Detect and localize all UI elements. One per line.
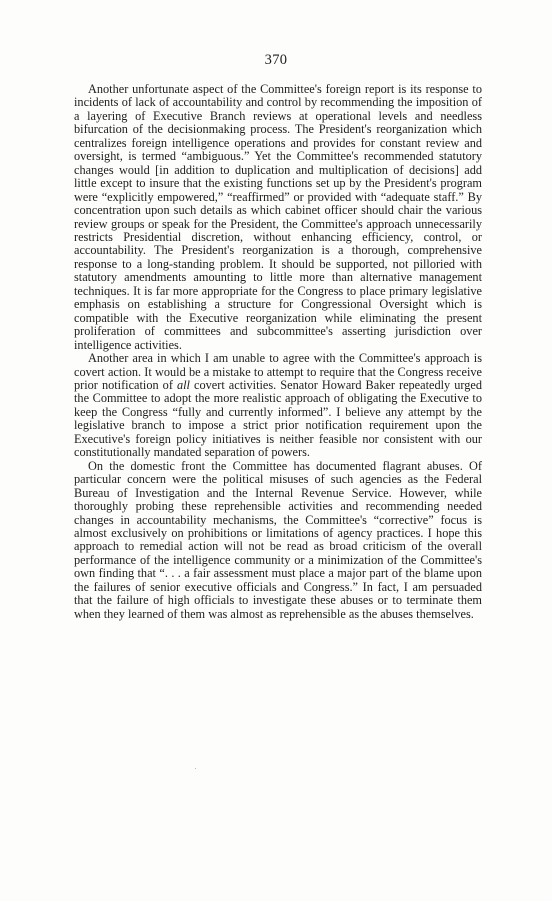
paragraph-domestic-front: On the domestic front the Committee has documented flagrant abuses. Of particular concern were the political misuses of such agencies as the Federal Bureau of Investigation and the Internal Revenue Service. However, while thoroughly probing these reprehensible activities and recommending needed changes in accountability mechanisms, the Committee's “corrective” focus is almost exclusively on prohibitions or limitations of agency practices. I hope this approach to remedial action will not be read as broad criticism of the overall performance of the intelligence community or a minimization of the Committee's own finding that “. . . a fair assessment must place a major part of the blame upon the failures of senior executive officials and Congress.” In fact, I am persuaded that the failure of high officials to investigate these abuses or to terminate them when they learned of them was almost as reprehensible as the abuses themselves. — [74, 458, 482, 621]
scan-speck — [195, 768, 196, 769]
paragraph-covert-action — [74, 352, 482, 460]
paragraph-text: Another area in which I am unable to agree with the Committee's approach is covert action. It would be a mistake to attempt to require that the Congress receive prior notification of — [74, 351, 482, 392]
paragraph-text: covert activities. Senator Howard Baker repeatedly urged the Committee to adopt the more realistic approach of obligating the Executive to keep the Congress “fully and currently informed”. I believe any attempt by the legislative branch to impose a strict prior notification requirement upon the Executive's foreign policy initiatives is neither feasible nor consistent with our constitutionally mandated separation of powers. — [74, 377, 482, 460]
body-text — [74, 83, 482, 621]
page-number: 370 — [264, 52, 288, 68]
emphasized-word: all — [176, 377, 190, 392]
paragraph-foreign-report: Another unfortunate aspect of the Committee's foreign report is its response to incidents of lack of accountability and control by recommending the imposition of a layering of Executive Branch reviews at operational levels and needless bifurcation of the decisionmaking process. The President's reorganization which centralizes foreign intelligence operations and provides for constant review and oversight, is termed “ambiguous.” Yet the Committee's recommended statutory changes would [in addition to duplication and multiplication of decisions] add little except to insure that the existing functions set up by the President's program were “explicitly empowered,” “reaffirmed” or provided with “adequate staff.” By concentration upon such details as which cabinet officer should chair the various review groups or speak for the President, the Committee's approach unnecessarily restricts Presidential discretion, without enhancing efficiency, control, or accountability. The President's reorganization is a thorough, comprehensive response to a long-standing problem. It should be supported, not pilloried with statutory amendments amounting to little more than alternative management techniques. It is far more appropriate for the Congress to place primary legislative emphasis on establishing a structure for Congressional Oversight which is compatible with the Executive reorganization while eliminating the present proliferation of committees and subcommittee's asserting jurisdiction over intelligence activities. — [74, 82, 482, 352]
